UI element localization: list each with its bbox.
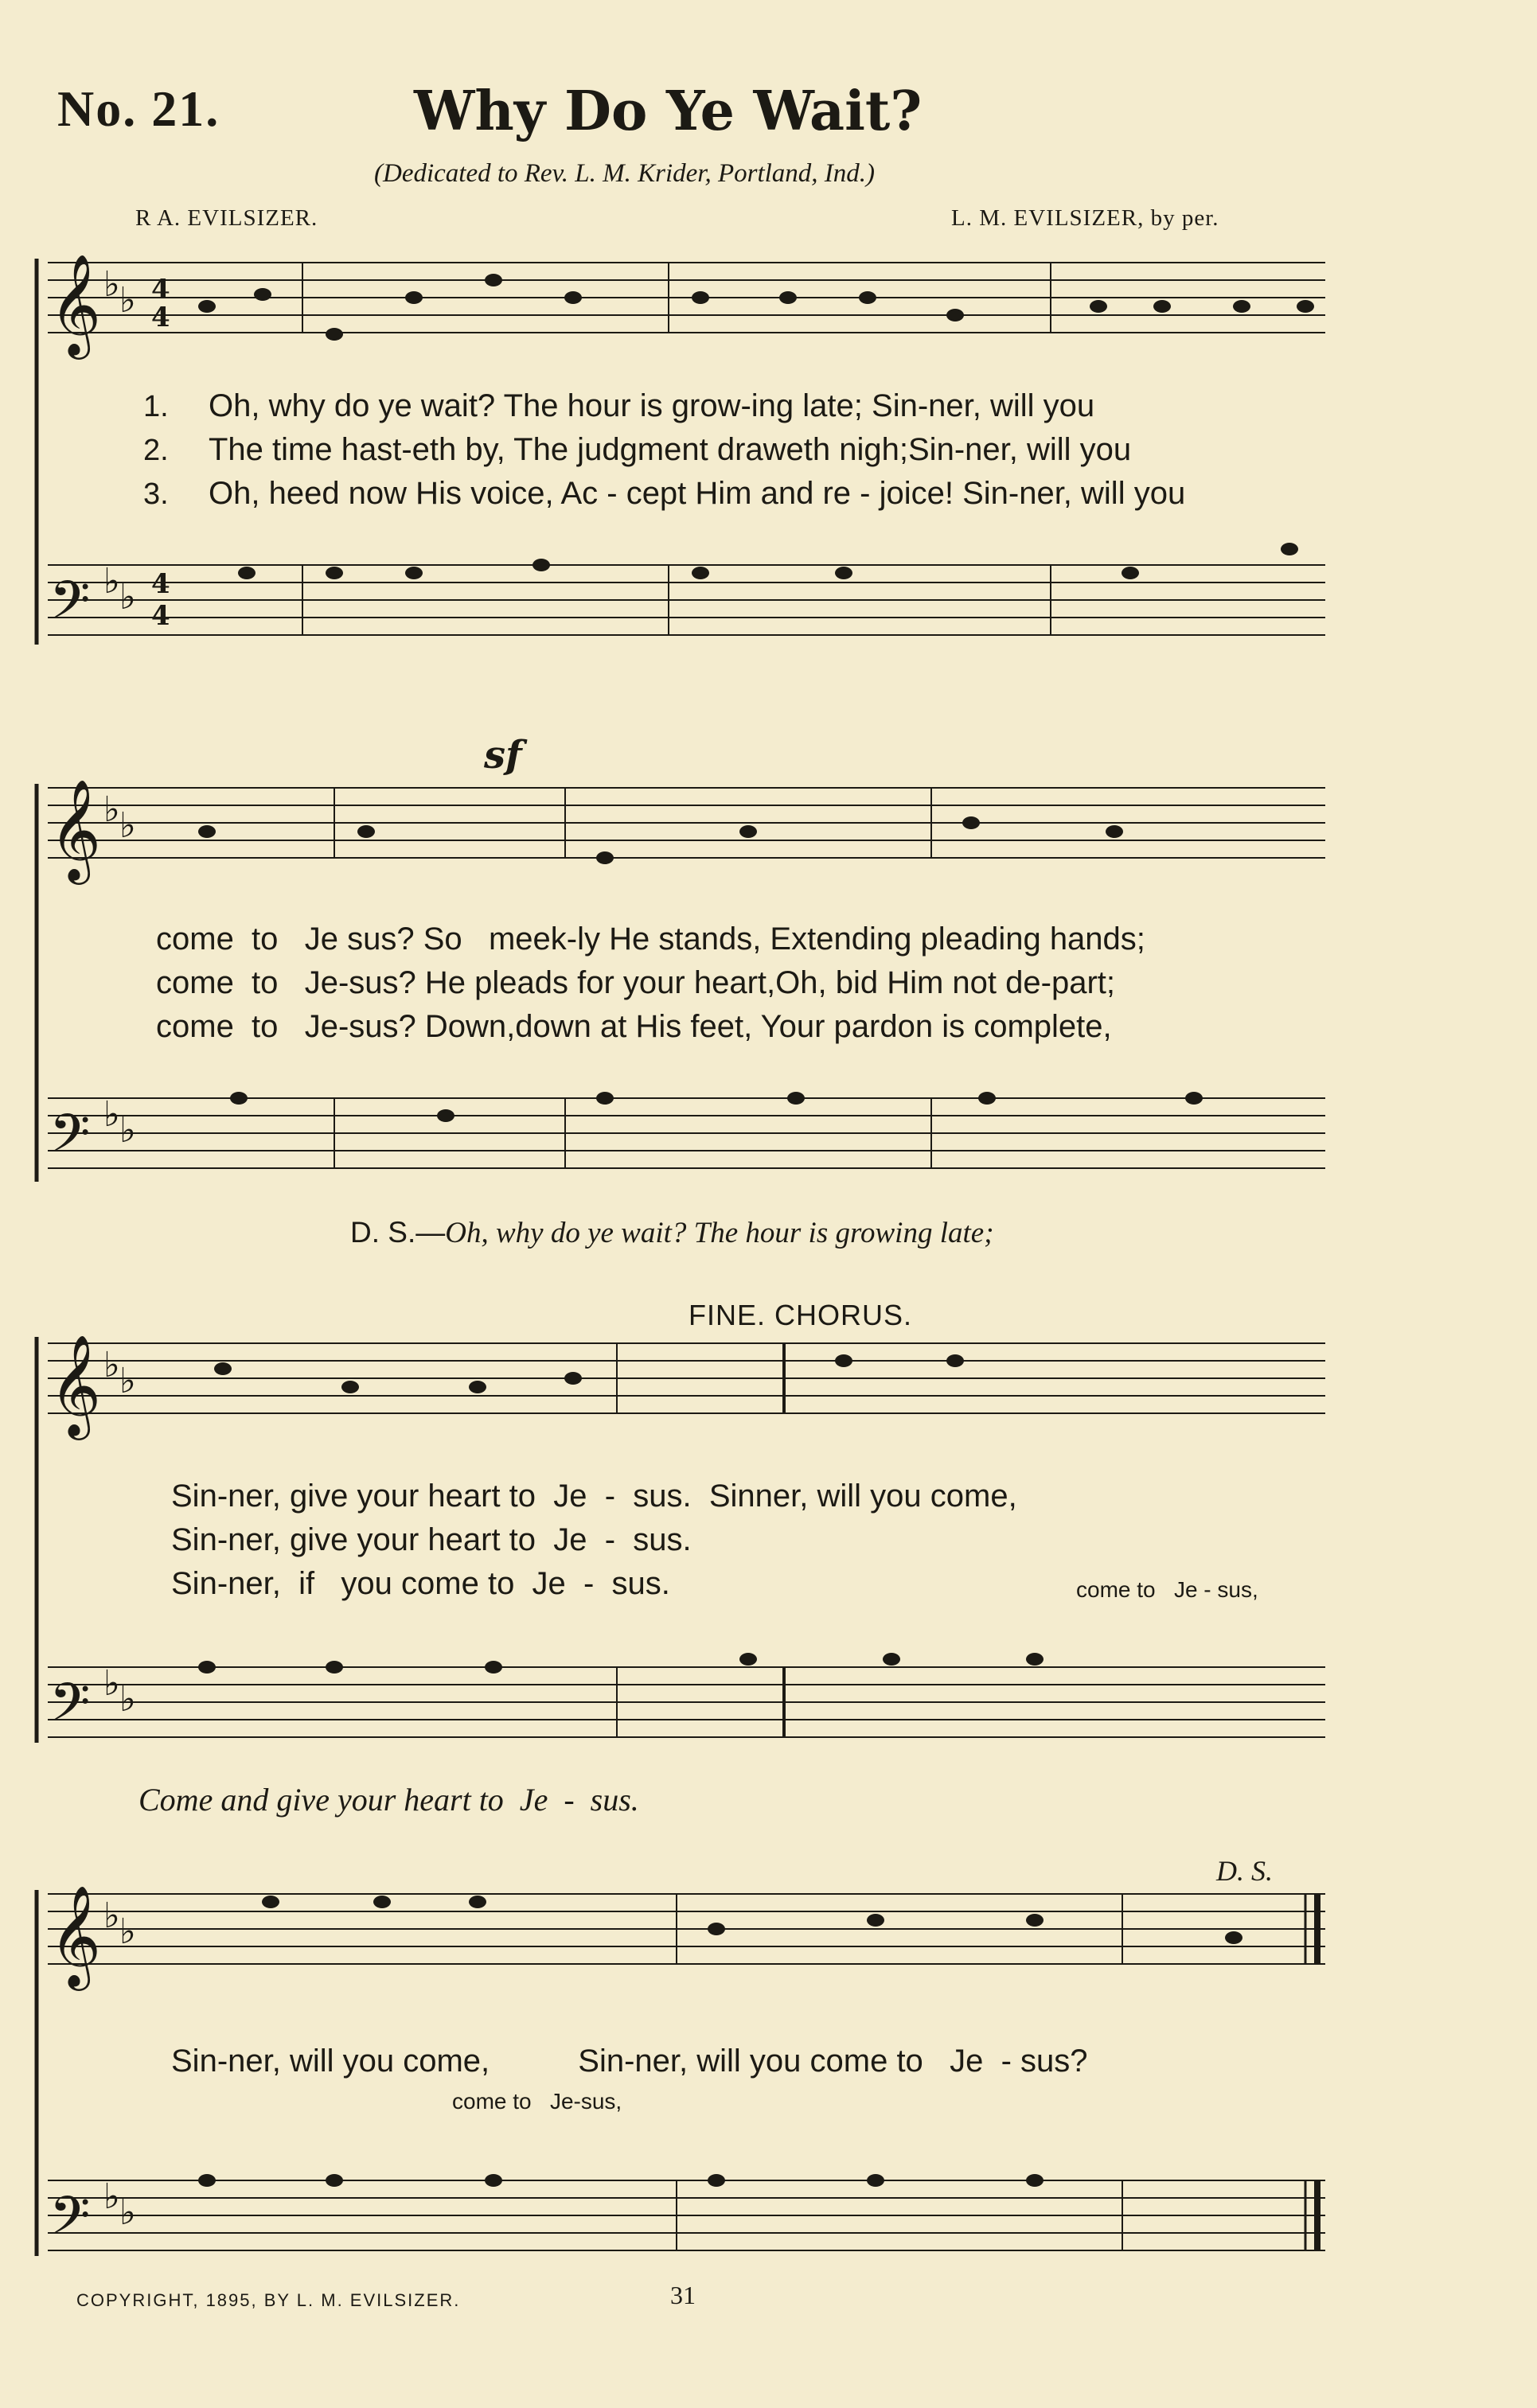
svg-text:𝄢: 𝄢 xyxy=(49,2185,91,2259)
flat-icon: ♭ xyxy=(103,264,120,305)
svg-text:♭: ♭ xyxy=(103,1663,120,1704)
svg-text:♭: ♭ xyxy=(119,1361,136,1401)
ds-text: Oh, why do ye wait? The hour is growing late; xyxy=(445,1217,994,1249)
verse-number-3: 3. xyxy=(143,477,169,511)
composer-credit: R A. EVILSIZER. xyxy=(135,205,318,231)
lyric-line-v2-1: The time hast-eth by, The judgment draweth nigh;Sin-ner, will you xyxy=(209,432,1132,467)
verse-number-2: 2. xyxy=(143,434,169,467)
svg-text:♭: ♭ xyxy=(103,1896,120,1936)
staff-treble-1 xyxy=(48,263,1325,333)
svg-text:♭: ♭ xyxy=(103,561,120,602)
lyric-line-chorus-2: Sin-ner, give your heart to Je - sus. xyxy=(171,1522,692,1557)
lyric-line-v1-2: come to Je sus? So meek-ly He stands, Extending pleading hands; xyxy=(156,922,1145,957)
dedication: (Dedicated to Rev. L. M. Krider, Portland, Ind.) xyxy=(374,159,876,188)
svg-text:♭: ♭ xyxy=(119,2192,136,2233)
staff-bass-2 xyxy=(48,1098,1325,1168)
lyric-line-v3-2: come to Je-sus? Down,down at His feet, Your pardon is complete, xyxy=(156,1009,1112,1044)
bass-clef-icon: 𝄢 xyxy=(49,570,91,644)
hymn-title: Why Do Ye Wait? xyxy=(414,80,923,143)
staff-treble-2 xyxy=(48,788,1325,858)
lyric-line-chorus-1: Sin-ner, give your heart to Je - sus. Sinner, will you come, xyxy=(171,1479,1017,1514)
page-number: 31 xyxy=(670,2281,696,2309)
ds-label: D. S. xyxy=(350,1216,416,1249)
svg-text:♭: ♭ xyxy=(119,1679,136,1720)
copyright-line: COPYRIGHT, 1895, BY L. M. EVILSIZER. xyxy=(76,2290,461,2310)
svg-text:𝄢: 𝄢 xyxy=(49,1103,91,1177)
svg-text:♭: ♭ xyxy=(119,1110,136,1151)
svg-text:𝄞: 𝄞 xyxy=(49,1884,102,1986)
echo-lyric-2: come to Je-sus, xyxy=(452,2089,622,2114)
bass-lyric-line: Come and give your heart to Je - sus. xyxy=(138,1782,639,1818)
svg-text:4: 4 xyxy=(151,600,170,632)
staff-bass-4 xyxy=(48,2180,1325,2250)
verse-number-1: 1. xyxy=(143,390,169,423)
hymn-number: No. 21. xyxy=(57,80,220,137)
staff-bass-3 xyxy=(48,1667,1325,1737)
arranger-credit: L. M. EVILSIZER, by per. xyxy=(951,205,1219,231)
forte-icon: sf xyxy=(484,733,522,777)
svg-text:4: 4 xyxy=(151,302,170,333)
staff-treble-3 xyxy=(48,1343,1325,1413)
svg-text:4: 4 xyxy=(151,274,170,306)
svg-text:♭: ♭ xyxy=(119,1911,136,1952)
lyric-line-v1-1: Oh, why do ye wait? The hour is grow-ing late; Sin-ner, will you xyxy=(209,388,1095,423)
ds-mark: D. S. xyxy=(1216,1855,1273,1887)
svg-text:4: 4 xyxy=(151,568,170,600)
svg-text:♭: ♭ xyxy=(119,577,136,618)
lyric-line-v2-2: come to Je-sus? He pleads for your heart,Oh, bid Him not de-part; xyxy=(156,965,1115,1000)
svg-text:♭: ♭ xyxy=(119,280,136,321)
svg-text:♭: ♭ xyxy=(103,1345,120,1385)
svg-text:♭: ♭ xyxy=(119,805,136,846)
svg-text:𝄢: 𝄢 xyxy=(49,1672,91,1746)
svg-text:𝄞: 𝄞 xyxy=(49,778,102,880)
lyric-line-chorus-3: Sin-ner, if you come to Je - sus. xyxy=(171,1566,670,1601)
svg-text:♭: ♭ xyxy=(103,2176,120,2217)
staff-treble-4 xyxy=(48,1894,1325,1964)
lyric-line-final: Sin-ner, will you come, Sin-ner, will you come to Je - sus? xyxy=(171,2044,1088,2079)
fine-chorus-label: FINE. CHORUS. xyxy=(689,1299,913,1331)
svg-text:♭: ♭ xyxy=(103,789,120,830)
echo-lyric-1: come to Je - sus, xyxy=(1076,1577,1258,1602)
treble-clef-icon: 𝄞 xyxy=(49,253,102,355)
svg-text:𝄞: 𝄞 xyxy=(49,1334,102,1436)
ds-instruction: D. S.—Oh, why do ye wait? The hour is growing late; xyxy=(350,1216,994,1249)
lyric-line-v3-1: Oh, heed now His voice, Ac - cept Him and re - joice! Sin-ner, will you xyxy=(209,476,1186,511)
svg-text:♭: ♭ xyxy=(103,1094,120,1135)
